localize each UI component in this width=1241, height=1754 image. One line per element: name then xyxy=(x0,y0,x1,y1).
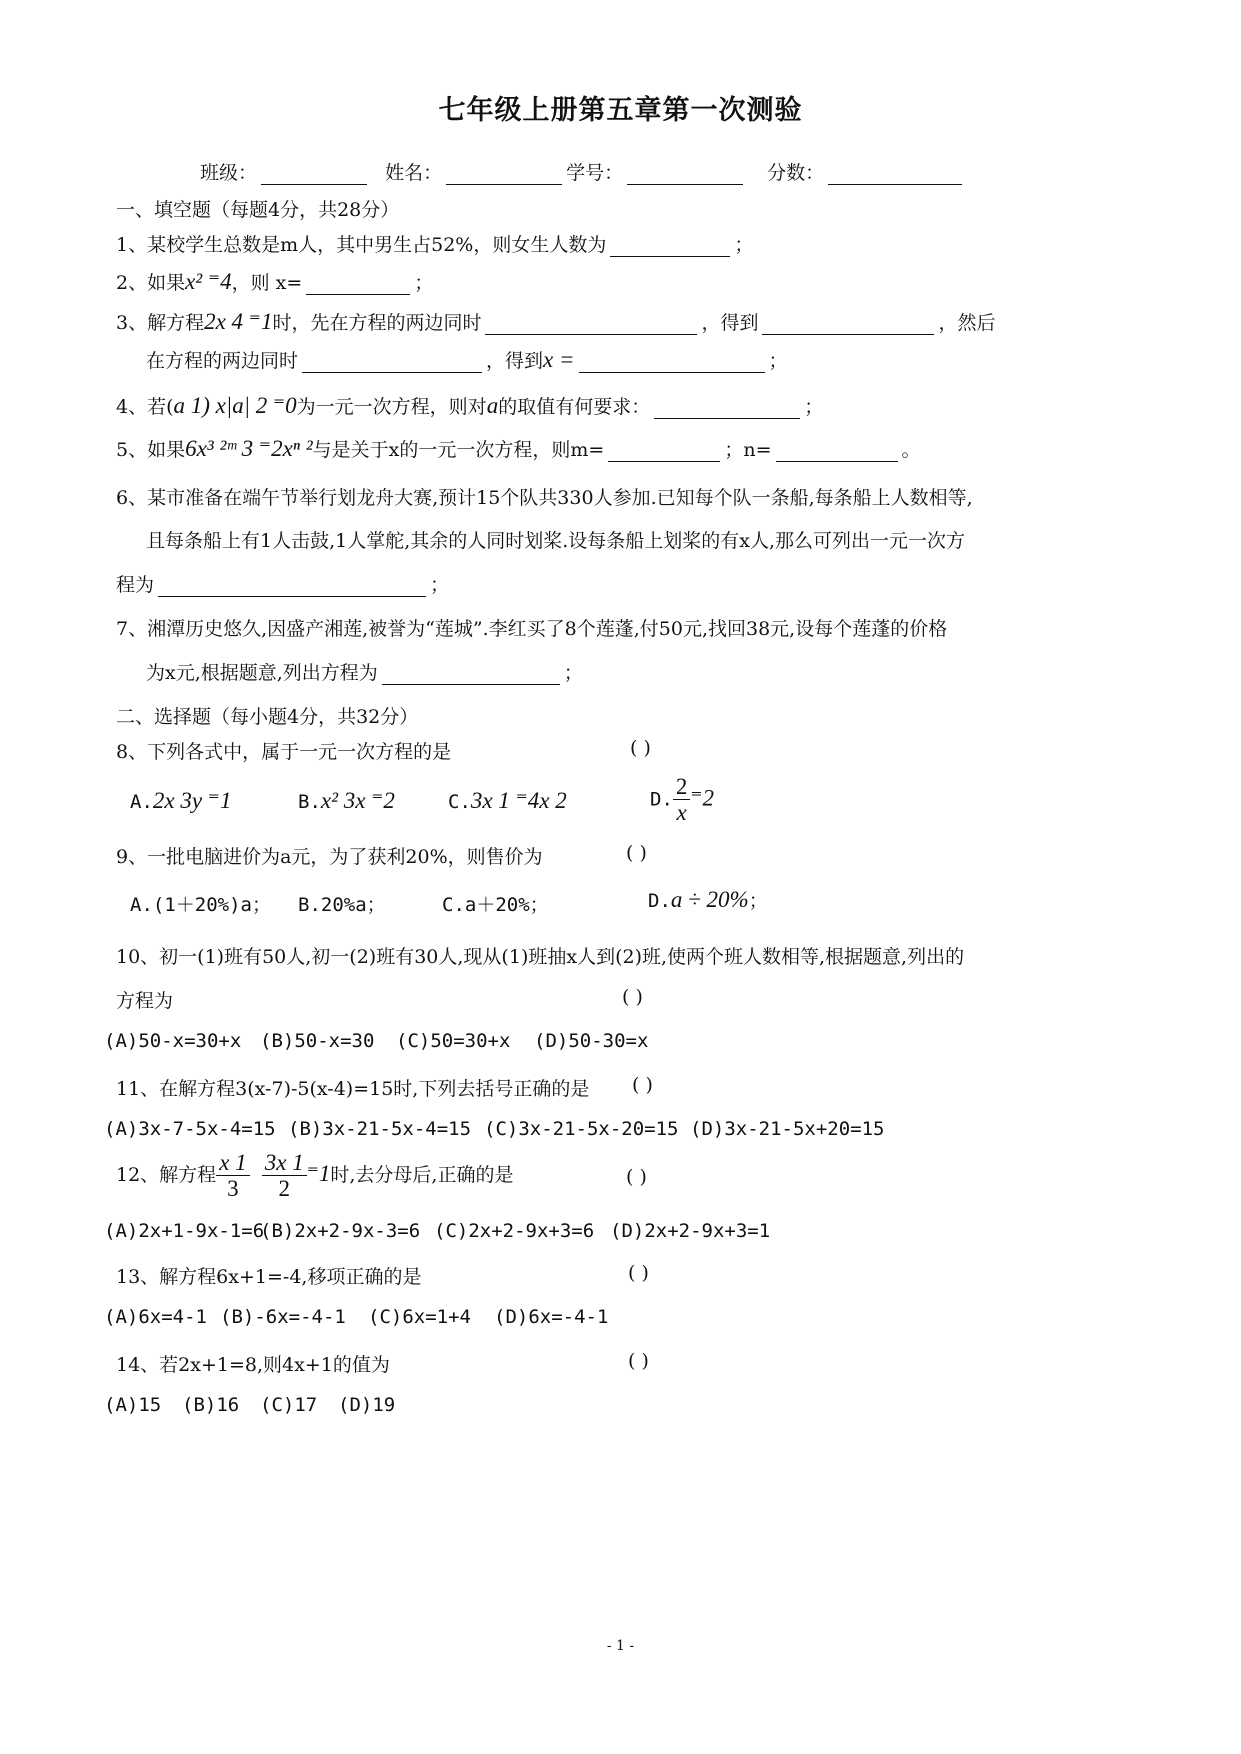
q8-answer-paren[interactable]: ( ) xyxy=(630,737,651,759)
question-2 xyxy=(116,268,433,295)
page-title: 七年级上册第五章第一次测验 xyxy=(438,95,803,126)
q12-option-c[interactable]: (C)2x+2-9x+3=6 xyxy=(434,1220,595,1242)
info-line xyxy=(200,158,966,185)
q8-d-label: D. xyxy=(650,788,673,811)
q8-d-eq: ⁼2 xyxy=(690,785,715,811)
q9-d-end: ； xyxy=(748,890,768,912)
q14-option-d[interactable]: (D)19 xyxy=(338,1394,396,1416)
q9-answer-paren[interactable]: ( ) xyxy=(626,842,647,864)
question-6-cont: 且每条船上有1人击鼓,1人掌舵,其余的人同时划桨.设每条船上划桨的有x人,那么可列出一元一次方 xyxy=(146,530,966,552)
q12-f2-numerator: 3x 1 xyxy=(262,1150,307,1176)
question-11: 11、在解方程3(x-7)-5(x-4)=15时,下列去括号正确的是 xyxy=(116,1078,590,1100)
q1-blank[interactable] xyxy=(610,234,730,257)
q14-option-b[interactable]: (B)16 xyxy=(182,1394,240,1416)
q3-blank-3[interactable] xyxy=(302,350,482,373)
section-choice: 二、选择题（每小题4分，共32分） xyxy=(116,706,419,728)
q14-option-c[interactable]: (C)17 xyxy=(260,1394,318,1416)
class-label: 班级： xyxy=(200,162,258,184)
q9-option-b[interactable]: B.20%a； xyxy=(298,894,386,916)
q3-text-b: 时，先在方程的两边同时 xyxy=(272,312,482,334)
q9-option-a[interactable]: A.(1＋20%)a； xyxy=(130,894,271,916)
question-6: 6、某市准备在端午节举行划龙舟大赛,预计15个队共330人参加.已知每个队一条船,每条船上人数相等, xyxy=(116,487,973,509)
q13-option-b[interactable]: (B)-6x=-4-1 xyxy=(220,1306,346,1328)
q7-end: ； xyxy=(563,662,583,684)
q3-end: ； xyxy=(768,350,788,372)
q3-equation: 2x 4 ⁼1 xyxy=(204,309,273,334)
id-label: 学号： xyxy=(566,162,624,184)
q3-x: x = xyxy=(543,347,575,372)
q8-b-eq: x² 3x ⁼2 xyxy=(320,788,395,813)
q12-option-b[interactable]: (B)2x+2-9x-3=6 xyxy=(260,1220,421,1242)
q12-text-b: 时,去分母后,正确的是 xyxy=(330,1163,514,1186)
q8-option-c[interactable] xyxy=(448,788,567,814)
q4-a: a xyxy=(486,393,499,418)
question-12 xyxy=(116,1150,513,1202)
id-blank[interactable] xyxy=(627,162,743,185)
question-4 xyxy=(116,392,823,419)
q8-c-label: C. xyxy=(448,791,471,813)
q12-option-d[interactable]: (D)2x+2-9x+3=1 xyxy=(610,1220,771,1242)
q10-option-c[interactable]: (C)50=30+x xyxy=(396,1030,511,1052)
q6-text-c: 程为 xyxy=(116,574,155,596)
q2-blank[interactable] xyxy=(306,272,410,295)
q10-option-d[interactable]: (D)50-30=x xyxy=(534,1030,649,1052)
q2-end: ； xyxy=(414,272,434,294)
q12-f2-denominator: 2 xyxy=(278,1176,290,1202)
q5-text-b: 与是关于x的一元一次方程，则m= xyxy=(312,439,605,461)
q8-b-label: B. xyxy=(298,791,321,813)
question-14: 14、若2x+1=8,则4x+1的值为 xyxy=(116,1354,390,1376)
q3-blank-2[interactable] xyxy=(762,312,934,335)
q3-blank-4[interactable] xyxy=(579,350,765,373)
q13-option-c[interactable]: (C)6x=1+4 xyxy=(368,1306,471,1328)
score-label: 分数： xyxy=(767,162,825,184)
q11-option-a[interactable]: (A)3x-7-5x-4=15 xyxy=(104,1118,276,1140)
q9-option-c[interactable]: C.a＋20%； xyxy=(442,894,549,916)
q7-text-b: 为x元,根据题意,列出方程为 xyxy=(146,662,378,684)
question-5 xyxy=(116,435,921,462)
q8-d-numerator: 2 xyxy=(673,774,691,800)
q12-option-a[interactable]: (A)2x+1-9x-1=6 xyxy=(104,1220,265,1242)
q11-option-b[interactable]: (B)3x-21-5x-4=15 xyxy=(288,1118,472,1140)
q11-option-c[interactable]: (C)3x-21-5x-20=15 xyxy=(484,1118,679,1140)
q12-text: 12、解方程 xyxy=(116,1163,217,1186)
q10-answer-paren[interactable]: ( ) xyxy=(622,986,643,1008)
q6-end: ； xyxy=(430,574,450,596)
q2-text: 2、如果 xyxy=(116,272,186,294)
q5-blank-m[interactable] xyxy=(608,439,720,462)
q13-answer-paren[interactable]: ( ) xyxy=(628,1262,649,1284)
question-7-cont xyxy=(146,658,583,685)
q3-text: 3、解方程 xyxy=(116,312,205,334)
q5-equation: 6x³ ²ᵐ 3 ⁼2xⁿ ² xyxy=(185,436,313,461)
q14-answer-paren[interactable]: ( ) xyxy=(628,1350,649,1372)
q8-a-eq: 2x 3y ⁼1 xyxy=(152,788,232,813)
q13-option-d[interactable]: (D)6x=-4-1 xyxy=(494,1306,609,1328)
q8-a-label: A. xyxy=(130,791,153,813)
q5-text: 5、如果 xyxy=(116,439,186,461)
question-10-cont: 方程为 xyxy=(116,990,174,1012)
q1-text: 1、某校学生总数是m人，其中男生占52%，则女生人数为 xyxy=(116,234,607,256)
q8-c-eq: 3x 1 ⁼4x 2 xyxy=(470,788,567,813)
q4-text: 4、若( xyxy=(116,396,174,418)
section-fill-in: 一、填空题（每题4分，共28分） xyxy=(116,199,400,221)
question-7: 7、湘潭历史悠久,因盛产湘莲,被誉为“莲城”.李红买了8个莲蓬,付50元,找回38元,设每个莲蓬的价格 xyxy=(116,618,948,640)
q14-option-a[interactable]: (A)15 xyxy=(104,1394,162,1416)
q8-d-fraction xyxy=(673,774,691,826)
q5-text-c: ；n= xyxy=(724,439,772,461)
question-1 xyxy=(116,230,753,257)
q3-text-e: 在方程的两边同时 xyxy=(146,350,299,372)
q4-equation: a 1) x|a| 2 ⁼0 xyxy=(173,393,297,418)
q12-answer-paren[interactable]: ( ) xyxy=(626,1166,647,1188)
q9-d-eq: a ÷ 20% xyxy=(670,887,749,912)
q10-option-b[interactable]: (B)50-x=30 xyxy=(260,1030,375,1052)
question-3-cont xyxy=(146,346,788,373)
q12-f1-numerator: x 1 xyxy=(216,1150,249,1176)
q3-text-c: ，得到 xyxy=(701,312,759,334)
q6-blank[interactable] xyxy=(158,574,426,597)
q5-blank-n[interactable] xyxy=(776,439,898,462)
q8-option-a[interactable] xyxy=(130,788,231,814)
q5-end: 。 xyxy=(901,439,921,461)
score-blank[interactable] xyxy=(828,162,962,185)
q4-end: ； xyxy=(804,396,824,418)
question-10: 10、初一(1)班有50人,初一(2)班有30人,现从(1)班抽x人到(2)班,使两个班人数相等,根据题意,列出的 xyxy=(116,946,965,968)
question-3 xyxy=(116,308,996,335)
q11-option-d[interactable]: (D)3x-21-5x+20=15 xyxy=(690,1118,885,1140)
q2-equation: x² ⁼4 xyxy=(185,269,232,294)
name-label: 姓名： xyxy=(385,162,443,184)
name-blank[interactable] xyxy=(446,162,562,185)
q12-fraction-1 xyxy=(216,1150,249,1202)
class-blank[interactable] xyxy=(261,162,367,185)
q3-blank-1[interactable] xyxy=(485,312,697,335)
q13-option-a[interactable]: (A)6x=4-1 xyxy=(104,1306,207,1328)
q12-f1-denominator: 3 xyxy=(227,1176,239,1202)
q4-text-b: 为一元一次方程，则对 xyxy=(296,396,487,418)
q11-answer-paren[interactable]: ( ) xyxy=(632,1074,653,1096)
q8-d-denominator: x xyxy=(676,800,687,826)
q3-text-d: ，然后 xyxy=(938,312,996,334)
q2-text-b: ，则 x= xyxy=(231,272,303,294)
q8-option-b[interactable] xyxy=(298,788,395,814)
question-9: 9、一批电脑进价为a元，为了获利20%，则售价为 xyxy=(116,846,543,868)
q8-option-d[interactable] xyxy=(650,774,714,826)
question-6-end xyxy=(116,570,449,597)
q12-eq-end: ⁼1 xyxy=(306,1160,331,1186)
page-number: - 1 - xyxy=(606,1638,635,1654)
q4-text-d: 的取值有何要求： xyxy=(498,396,651,418)
q10-option-a[interactable]: (A)50-x=30+x xyxy=(104,1030,242,1052)
q3-text-f: ，得到 xyxy=(486,350,544,372)
q7-blank[interactable] xyxy=(382,662,560,685)
question-8: 8、下列各式中，属于一元一次方程的是 xyxy=(116,741,452,763)
question-13: 13、解方程6x+1=-4,移项正确的是 xyxy=(116,1266,422,1288)
q12-fraction-2 xyxy=(262,1150,307,1202)
q9-d-label: D. xyxy=(648,890,671,912)
q4-blank[interactable] xyxy=(654,396,800,419)
q9-option-d[interactable] xyxy=(648,886,768,913)
q1-end: ； xyxy=(734,234,754,256)
